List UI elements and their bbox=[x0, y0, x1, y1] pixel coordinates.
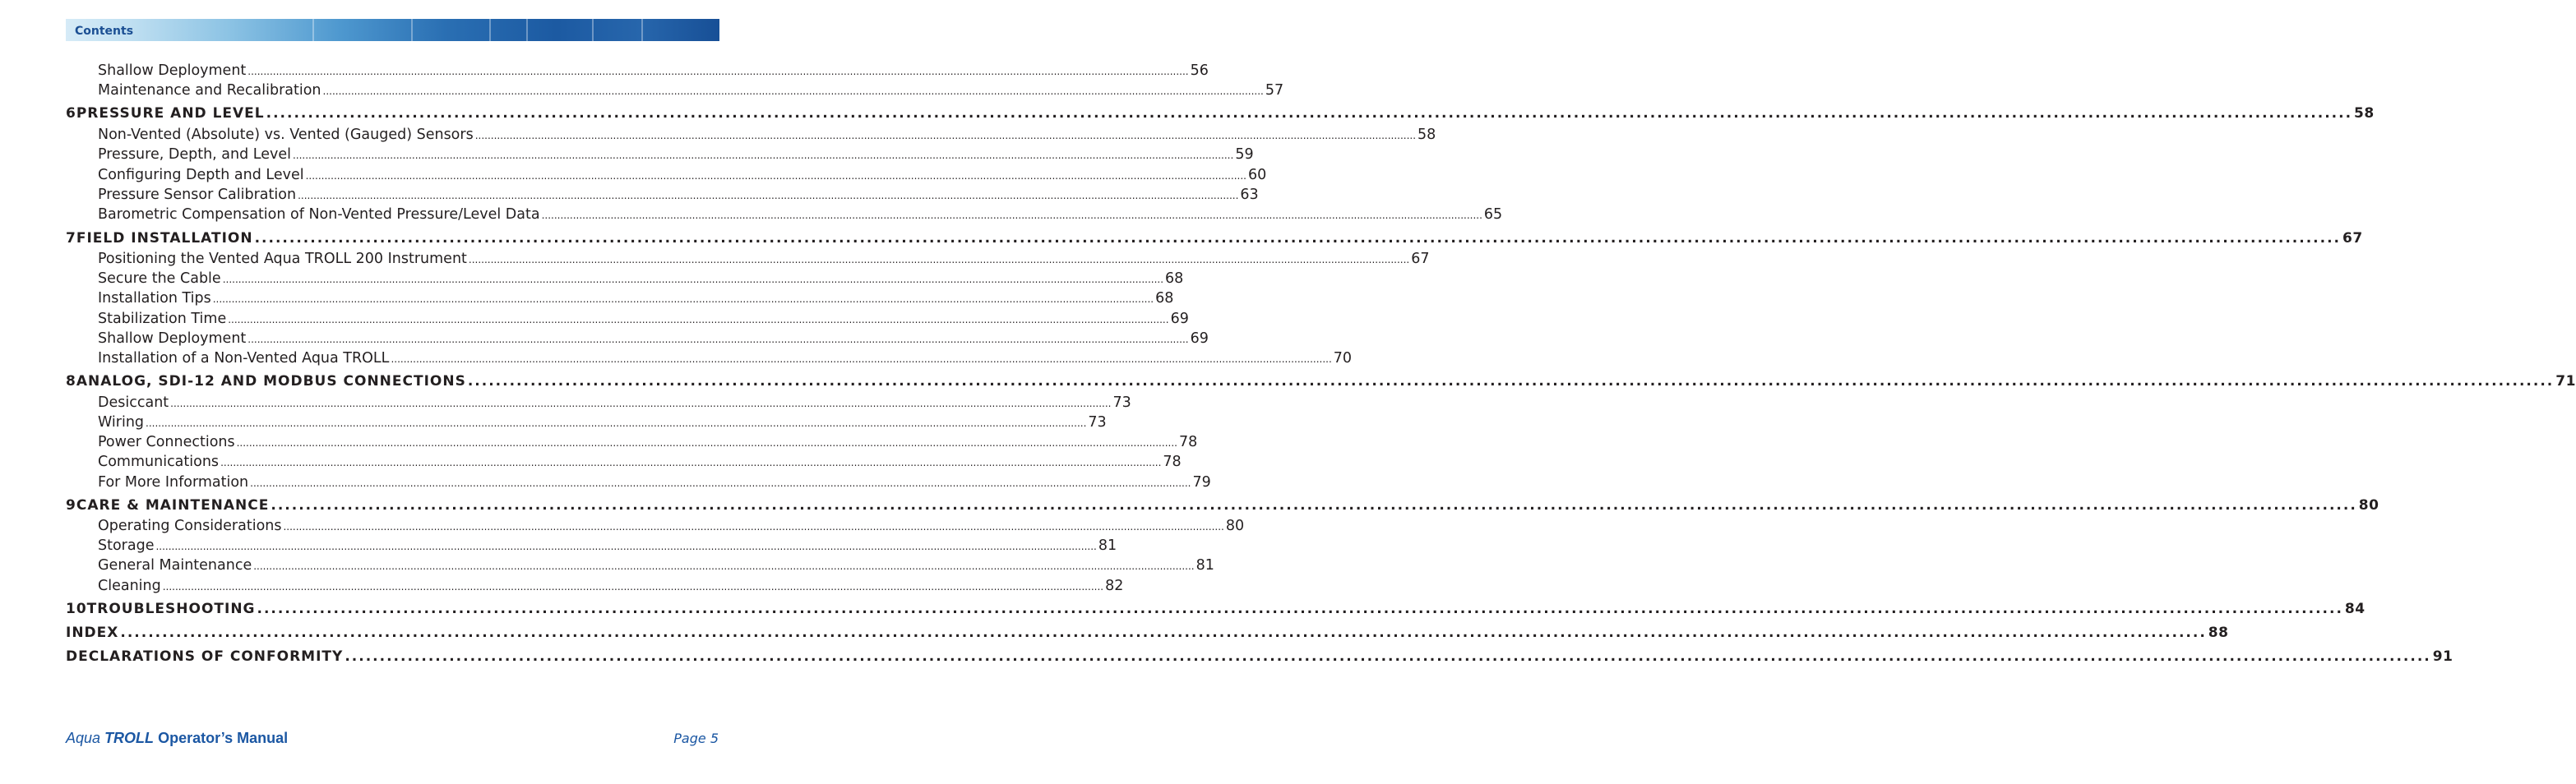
toc-entry-title: FIELD INSTALLATION bbox=[76, 230, 253, 247]
toc-entry-title: Non-Vented (Absolute) vs. Vented (Gauged) Sensors bbox=[98, 127, 474, 143]
toc-entry-title: Maintenance and Recalibration bbox=[98, 82, 321, 99]
toc-entry-title: Cleaning bbox=[98, 578, 161, 594]
toc-section-row[interactable] bbox=[66, 578, 1124, 594]
toc-section-row[interactable] bbox=[66, 434, 1198, 450]
toc-entry-title: Desiccant bbox=[98, 394, 169, 411]
dot-leader: ............................................................................................................................................................................................................................................................................................................ bbox=[266, 105, 2353, 122]
brand-operators-manual: Operator’s Manual bbox=[158, 730, 289, 746]
toc-entry-page: 57 bbox=[1265, 82, 1284, 99]
toc-section-row[interactable] bbox=[66, 270, 1184, 287]
toc-entry-title: General Maintenance bbox=[98, 557, 252, 574]
toc-section-row[interactable] bbox=[66, 350, 1353, 367]
page-number: Page 5 bbox=[673, 731, 719, 746]
toc-entry-page: 73 bbox=[1088, 414, 1107, 431]
toc-entry-title: Operating Considerations bbox=[98, 518, 282, 534]
toc-entry-title: CARE & MAINTENANCE bbox=[76, 497, 270, 514]
toc-entry-page: 58 bbox=[2354, 105, 2375, 122]
dot-leader: ............................................................................................................................................................................................................................................................................................................ bbox=[467, 373, 2555, 390]
toc-section-row[interactable] bbox=[66, 454, 1182, 470]
dot-leader: ............................................................................................................................................................................................................................................................................................................ bbox=[250, 477, 1191, 489]
toc-entry-title: For More Information bbox=[98, 474, 249, 491]
toc-section-row[interactable] bbox=[66, 537, 1117, 554]
toc-entry-page: 82 bbox=[1105, 578, 1124, 594]
toc-entry-title: Installation Tips bbox=[98, 290, 211, 307]
toc-entry-page: 63 bbox=[1240, 187, 1259, 203]
brand-troll: TROLL bbox=[104, 730, 155, 746]
toc-section-row[interactable] bbox=[66, 330, 1209, 347]
toc-entry-page: 60 bbox=[1247, 167, 1267, 183]
footer-manual-title bbox=[66, 730, 288, 747]
toc-entry-page: 59 bbox=[1235, 146, 1254, 163]
dot-leader: ............................................................................................................................................................................................................................................................................................................ bbox=[541, 210, 1482, 221]
toc-section-row[interactable] bbox=[66, 394, 1131, 411]
toc-entry-page: 69 bbox=[1190, 330, 1209, 347]
toc-entry-page: 70 bbox=[1333, 350, 1353, 367]
toc-entry-page: 79 bbox=[1192, 474, 1211, 491]
toc-entry-page: 68 bbox=[1165, 270, 1184, 287]
dot-leader: ............................................................................................................................................................................................................................................................................................................ bbox=[322, 85, 1264, 97]
toc-section-row[interactable] bbox=[66, 251, 1430, 267]
toc-entry-page: 78 bbox=[1178, 434, 1198, 450]
toc-entry-page: 58 bbox=[1417, 127, 1436, 143]
dot-leader: ............................................................................................................................................................................................................................................................................................................ bbox=[254, 230, 2341, 247]
toc-entry-page: 69 bbox=[1170, 311, 1189, 327]
toc-entry-page: 56 bbox=[1190, 62, 1209, 79]
toc-entry-page: 65 bbox=[1483, 206, 1503, 223]
toc-chapter-row[interactable] bbox=[66, 105, 2375, 122]
toc-section-row[interactable] bbox=[66, 167, 1267, 183]
toc-section-row[interactable] bbox=[66, 474, 1211, 491]
toc-chapter-number: 8 bbox=[66, 373, 76, 390]
brand-aqua: Aqua bbox=[66, 730, 101, 746]
toc-entry-title: Stabilization Time bbox=[98, 311, 227, 327]
dot-leader: ............................................................................................................................................................................................................................................................................................................ bbox=[345, 648, 2431, 665]
toc-entry-title: Storage bbox=[98, 537, 155, 554]
toc-entry-title: Shallow Deployment bbox=[98, 62, 247, 79]
toc-entry-page: 68 bbox=[1155, 290, 1174, 307]
toc-section-row[interactable] bbox=[66, 82, 1284, 99]
toc-entry-page: 88 bbox=[2208, 625, 2229, 641]
toc-entry-page: 71 bbox=[2555, 373, 2576, 390]
toc-entry-title: Communications bbox=[98, 454, 220, 470]
dot-leader: ............................................................................................................................................................................................................................................................................................................ bbox=[292, 150, 1234, 161]
toc-section-row[interactable] bbox=[66, 62, 1209, 79]
toc-entry-page: 67 bbox=[2342, 230, 2363, 247]
toc-chapter-row[interactable] bbox=[66, 625, 2229, 641]
toc-section-row[interactable] bbox=[66, 414, 1107, 431]
toc-entry-title: ANALOG, SDI-12 AND MODBUS CONNECTIONS bbox=[76, 373, 466, 390]
dot-leader: ............................................................................................................................................................................................................................................................................................................ bbox=[271, 497, 2357, 514]
toc-chapter-row[interactable] bbox=[66, 648, 2453, 665]
toc-entry-page: 80 bbox=[2358, 497, 2379, 514]
toc-entry-title: Wiring bbox=[98, 414, 145, 431]
dot-leader: ............................................................................................................................................................................................................................................................................................................ bbox=[283, 521, 1224, 533]
dot-leader: ............................................................................................................................................................................................................................................................................................................ bbox=[228, 314, 1169, 325]
dot-leader: ............................................................................................................................................................................................................................................................................................................ bbox=[222, 274, 1164, 285]
toc-entry-title: DECLARATIONS OF CONFORMITY bbox=[66, 648, 344, 665]
toc-section-row[interactable] bbox=[66, 518, 1245, 534]
toc-chapter-number: 9 bbox=[66, 497, 76, 514]
dot-leader: ............................................................................................................................................................................................................................................................................................................ bbox=[474, 130, 1417, 141]
toc-chapter-number: 7 bbox=[66, 230, 76, 247]
toc-section-row[interactable] bbox=[66, 557, 1214, 574]
toc-entry-title: Positioning the Vented Aqua TROLL 200 Instrument bbox=[98, 251, 467, 267]
toc-entry-page: 73 bbox=[1112, 394, 1131, 411]
toc-entry-title: Secure the Cable bbox=[98, 270, 221, 287]
toc-section-row[interactable] bbox=[66, 311, 1189, 327]
toc-chapter-row[interactable] bbox=[66, 601, 2366, 617]
toc-entry-page: 81 bbox=[1098, 537, 1117, 554]
dot-leader: ............................................................................................................................................................................................................................................................................................................ bbox=[247, 334, 1189, 345]
toc-entry-title: Configuring Depth and Level bbox=[98, 167, 304, 183]
toc-chapter-row[interactable] bbox=[66, 497, 2379, 514]
dot-leader: ............................................................................................................................................................................................................................................................................................................ bbox=[155, 541, 1097, 552]
toc-entry-page: 67 bbox=[1411, 251, 1430, 267]
dot-leader: ............................................................................................................................................................................................................................................................................................................ bbox=[298, 190, 1239, 201]
dot-leader: ............................................................................................................................................................................................................................................................................................................ bbox=[468, 254, 1410, 265]
toc-section-row[interactable] bbox=[66, 187, 1259, 203]
dot-leader: ............................................................................................................................................................................................................................................................................................................ bbox=[253, 560, 1195, 572]
toc-entry-title: Shallow Deployment bbox=[98, 330, 247, 347]
dot-leader: ............................................................................................................................................................................................................................................................................................................ bbox=[391, 353, 1332, 365]
toc-entry-page: 78 bbox=[1163, 454, 1182, 470]
toc-entry-title: Barometric Compensation of Non-Vented Pressure/Level Data bbox=[98, 206, 540, 223]
toc-section-row[interactable] bbox=[66, 290, 1174, 307]
dot-leader: ............................................................................................................................................................................................................................................................................................................ bbox=[170, 398, 1112, 409]
dot-leader: ............................................................................................................................................................................................................................................................................................................ bbox=[247, 66, 1189, 77]
toc-section-row[interactable] bbox=[66, 127, 1436, 143]
toc-entry-page: 81 bbox=[1196, 557, 1214, 574]
dot-leader: ............................................................................................................................................................................................................................................................................................................ bbox=[120, 625, 2207, 641]
toc-entry-title: Power Connections bbox=[98, 434, 235, 450]
toc-chapter-number: 10 bbox=[66, 601, 87, 617]
toc-section-row[interactable] bbox=[66, 206, 1503, 223]
toc-entry-title: INDEX bbox=[66, 625, 119, 641]
dot-leader: ............................................................................................................................................................................................................................................................................................................ bbox=[257, 601, 2343, 617]
toc-entry-title: Pressure, Depth, and Level bbox=[98, 146, 291, 163]
contents-header-bar bbox=[66, 19, 719, 41]
toc-entry-title: Pressure Sensor Calibration bbox=[98, 187, 297, 203]
toc-chapter-row[interactable] bbox=[66, 230, 2363, 247]
dot-leader: ............................................................................................................................................................................................................................................................................................................ bbox=[146, 417, 1087, 429]
dot-leader: ............................................................................................................................................................................................................................................................................................................ bbox=[236, 437, 1177, 449]
toc-chapter-row[interactable] bbox=[66, 373, 2576, 390]
toc-entry-title: PRESSURE AND LEVEL bbox=[76, 105, 265, 122]
dot-leader: ............................................................................................................................................................................................................................................................................................................ bbox=[212, 293, 1154, 305]
toc-entry-page: 91 bbox=[2432, 648, 2453, 665]
toc-section-row[interactable] bbox=[66, 146, 1254, 163]
toc-entry-page: 80 bbox=[1225, 518, 1245, 534]
toc-entry-page: 84 bbox=[2344, 601, 2366, 617]
toc-entry-title: TROUBLESHOOTING bbox=[86, 601, 256, 617]
dot-leader: ............................................................................................................................................................................................................................................................................................................ bbox=[305, 170, 1246, 182]
toc-entry-title: Installation of a Non-Vented Aqua TROLL bbox=[98, 350, 390, 367]
dot-leader: ............................................................................................................................................................................................................................................................................................................ bbox=[162, 581, 1104, 593]
dot-leader: ............................................................................................................................................................................................................................................................................................................ bbox=[220, 457, 1162, 468]
page-title: Contents bbox=[75, 25, 134, 38]
toc-chapter-number: 6 bbox=[66, 105, 76, 122]
